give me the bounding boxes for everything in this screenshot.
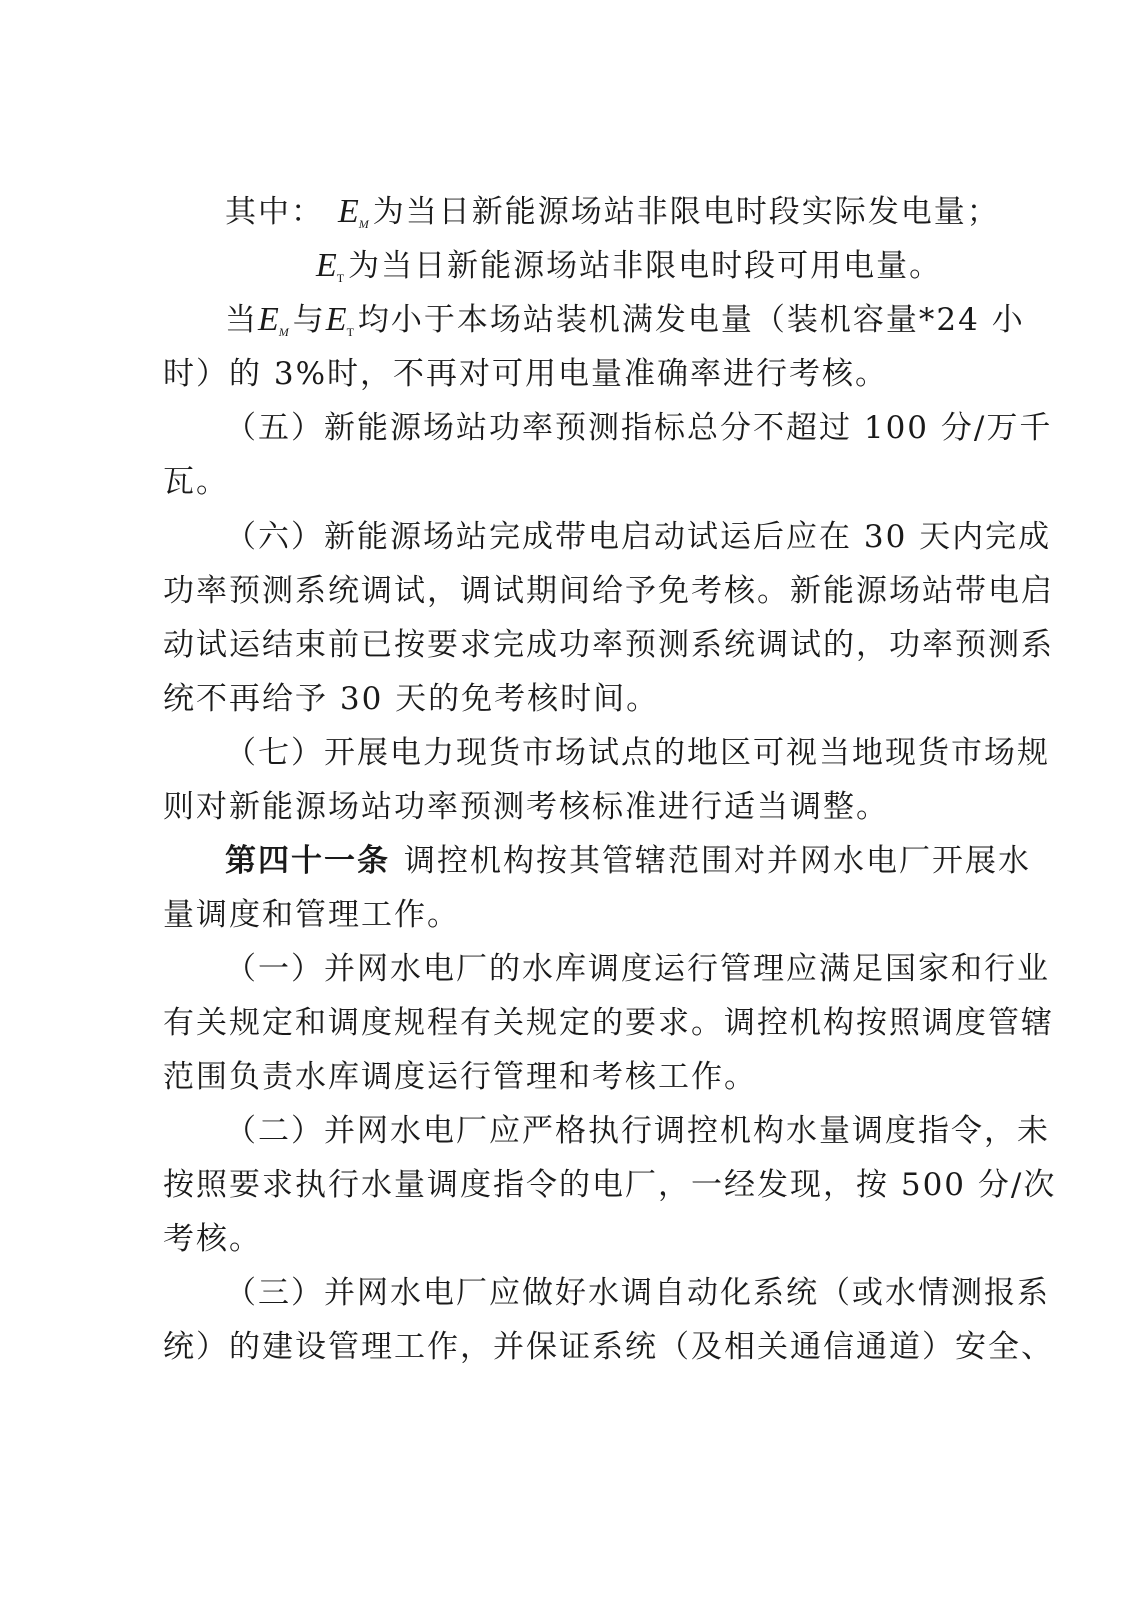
article41-heading: 第四十一条 bbox=[225, 843, 390, 879]
et-symbol: E bbox=[316, 247, 337, 284]
item5-line-1: （五）新能源场站功率预测指标总分不超过 100 分/万千 bbox=[225, 410, 1053, 446]
article41-line-2: 量调度和管理工作。 bbox=[163, 897, 460, 933]
item7-line-2: 则对新能源场站功率预测考核标准进行适当调整。 bbox=[163, 789, 889, 825]
condition-line-2: 时）的 3%时，不再对可用电量准确率进行考核。 bbox=[163, 356, 889, 392]
condition-em-subscript: M bbox=[278, 325, 289, 339]
sub2-line-3: 考核。 bbox=[163, 1221, 262, 1257]
item6-line-1: （六）新能源场站完成带电启动试运后应在 30 天内完成 bbox=[225, 519, 1052, 555]
condition-connector: 与 bbox=[292, 302, 326, 338]
sub3-line-2: 统）的建设管理工作，并保证系统（及相关通信通道）安全、 bbox=[163, 1329, 1054, 1365]
condition-line-1 bbox=[225, 300, 1025, 352]
sub2-line-1: （二）并网水电厂应严格执行调控机构水量调度指令，未 bbox=[225, 1113, 1050, 1149]
sub1-line-2: 有关规定和调度规程有关规定的要求。调控机构按照调度管辖 bbox=[163, 1005, 1054, 1041]
article41-line1-rest: 调控机构按其管辖范围对并网水电厂开展水 bbox=[404, 843, 1031, 879]
condition-et-subscript: T bbox=[346, 325, 354, 339]
sub1-line-3: 范围负责水库调度运行管理和考核工作。 bbox=[163, 1059, 757, 1095]
item6-line-2: 功率预测系统调试，调试期间给予免考核。新能源场站带电启 bbox=[163, 573, 1054, 609]
condition-em-symbol: E bbox=[258, 301, 279, 338]
formula-note-prefix: 其中： bbox=[225, 194, 324, 230]
condition-prefix: 当 bbox=[225, 302, 258, 338]
et-definition: 为当日新能源场站非限电时段可用电量。 bbox=[348, 248, 943, 284]
item6-line-4: 统不再给予 30 天的免考核时间。 bbox=[163, 681, 660, 717]
em-subscript: M bbox=[358, 217, 369, 231]
condition-et-symbol: E bbox=[325, 301, 347, 338]
condition-line1-rest: 均小于本场站装机满发电量（装机容量*24 小 bbox=[357, 302, 1025, 338]
item5-line-2: 瓦。 bbox=[163, 464, 229, 500]
formula-note-et bbox=[316, 246, 973, 298]
sub1-line-1: （一）并网水电厂的水库调度运行管理应满足国家和行业 bbox=[225, 951, 1050, 987]
em-definition: 为当日新能源场站非限电时段实际发电量； bbox=[372, 194, 1000, 230]
article41-line-1 bbox=[225, 841, 1031, 881]
item7-line-1: （七）开展电力现货市场试点的地区可视当地现货市场规 bbox=[225, 735, 1050, 771]
em-symbol: E bbox=[338, 193, 359, 230]
item6-line-3: 动试运结束前已按要求完成功率预测系统调试的，功率预测系 bbox=[163, 627, 1054, 663]
sub3-line-1: （三）并网水电厂应做好水调自动化系统（或水情测报系 bbox=[225, 1275, 1050, 1311]
et-subscript: T bbox=[336, 271, 345, 285]
formula-note-em bbox=[225, 192, 1000, 244]
sub2-line-2: 按照要求执行水量调度指令的电厂，一经发现，按 500 分/次 bbox=[163, 1167, 1057, 1203]
